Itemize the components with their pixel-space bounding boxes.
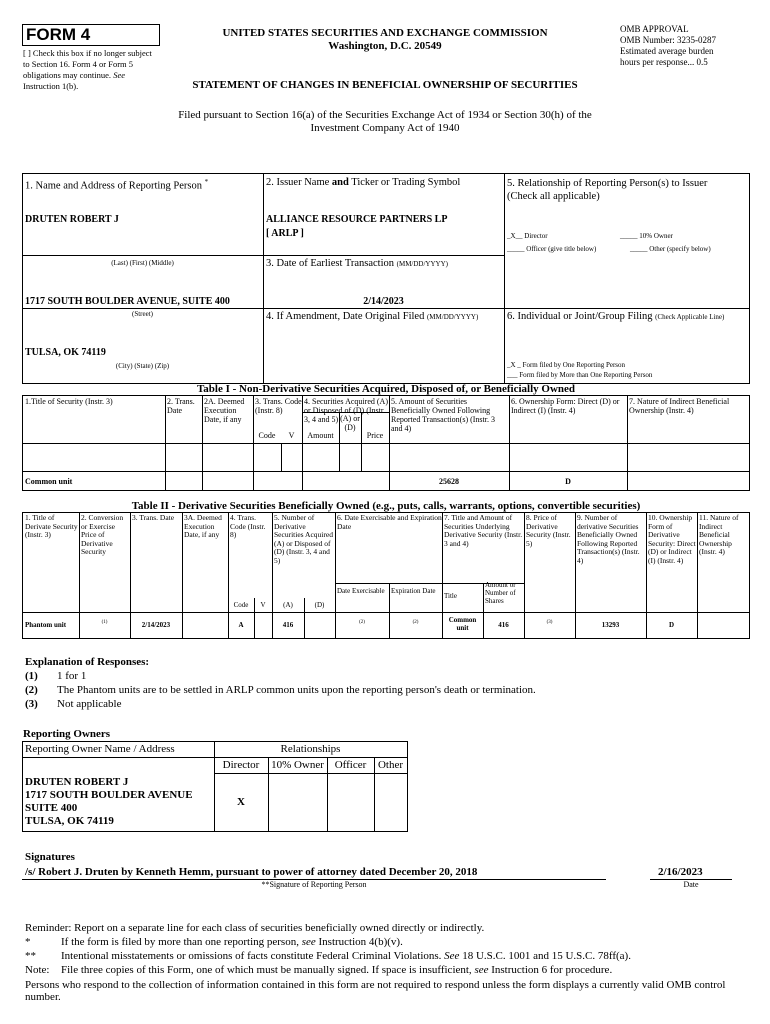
footer-note-text [61,965,612,976]
box1-label-text: 1. Name and Address of Reporting Person [25,180,203,192]
footer-reminder: Reminder: Report on a separate line for each class of securities beneficially owned directly or indirectly. [25,922,485,934]
table1-row-form: D [565,477,571,486]
table1-h4: 4. Securities Acquired (A) or Disposed of (D) (Instr. 3, 4 and 5) [304,397,388,424]
footer-persons: Persons who respond to the collection of information contained in this form are not required to respond unless the form displays a currently valid OMB control number. [25,979,726,1003]
omb-line-3: Estimated average burden [620,46,714,56]
footer-star2-see: See [444,950,460,962]
signature-caption: **Signature of Reporting Person [261,880,367,889]
table2-row-expiration: (2) [412,620,419,625]
table2-h10: 10. Ownership Form of Derivative Security: Direct (D) or Indirect (I) (Instr. 4) [648,513,696,565]
relationship-other: _____ Other (specify below) [630,245,711,253]
table2-row-form: D [668,621,675,629]
table2-h3a: 3A. Deemed Execution Date, if any [184,513,222,539]
owners-col-director: Director [222,759,260,771]
footer-star1-a: If the form is filed by more than one reporting person, [61,936,299,948]
box3-label-text: 3. Date of Earliest Transaction [266,258,395,269]
box6-label-text: 6. Individual or Joint/Group Filing [507,311,653,322]
footer-note-label: Note: [25,964,50,976]
agency-name: UNITED STATES SECURITIES AND EXCHANGE COMMISSION [222,27,548,39]
table2-row-shares: 416 [498,621,509,629]
reporting-person-city: TULSA, OK 74119 [25,347,106,358]
footer-note-see: see [474,964,489,976]
omb-line-4: hours per response... 0.5 [620,57,708,67]
footer-star2-mark: ** [25,950,36,962]
table2-h8: 8. Price of Derivative Security (Instr. 5) [526,513,571,548]
explanation-num-3: (3) [25,698,38,710]
instruction-ref: Instruction 1(b). [23,81,79,91]
table2-h4: 4. Trans. Code (Instr. 8) [230,513,266,539]
reporting-person-street: 1717 SOUTH BOULDER AVENUE, SUITE 400 [25,296,230,307]
table2-h6: 6. Date Exercisable and Expiration Date [337,513,442,531]
omb-line-2: OMB Number: 3235-0287 [620,35,716,45]
issuer-name: ALLIANCE RESOURCE PARTNERS LP [266,214,448,225]
table2-title: Table II - Derivative Securities Beneficially Owned (e.g., puts, calls, warrants, options, convertible securities) [131,500,641,512]
omb-line-1: OMB APPROVAL [620,24,689,34]
explanation-num-2: (2) [25,684,38,696]
table2-sub-amount: Amount or Number of Shares [485,581,516,605]
box5-label-text: 5. Relationship of Reporting Person(s) to Issuer [507,178,708,189]
footer-note-b: Instruction 6 for procedure. [491,964,613,976]
agency-location: Washington, D.C. 20549 [328,40,442,52]
table1-row-amount: 25628 [439,477,459,486]
signature-date: 2/16/2023 [658,866,703,878]
table1-row-title: Common unit [25,477,73,486]
table2-h11: 11. Nature of Indirect Beneficial Ownership (Instr. 4) [699,513,739,556]
footer-note-a: File three copies of this Form, one of which must be manually signed. If space is insufficient, [61,964,472,976]
owner-line-3: SUITE 400 [25,802,78,814]
form-title: FORM 4 [22,24,160,46]
owner-line-4: TULSA, OK 74119 [25,815,114,827]
filing-more-persons: ___ Form filed by More than One Reporting Person [507,371,653,379]
table1-sub-amount: Amount [307,431,334,440]
explanation-num-1: (1) [25,670,38,682]
name-caption: (Last) (First) (Middle) [111,259,174,267]
table2-h3: 3. Trans. Date [132,513,175,522]
owner-director-mark: X [237,796,245,808]
table2-h2: 2. Conversion or Exercise Price of Derivative Security [81,513,124,556]
table1-sub-price: Price [366,431,384,440]
explanation-title: Explanation of Responses: [25,656,150,668]
table1-sub-code: Code [258,431,276,440]
table1-h7: 7. Nature of Indirect Beneficial Ownership (Instr. 4) [629,397,730,415]
owner-line-1: DRUTEN ROBERT J [25,776,129,788]
issuer-ticker: [ ARLP ] [266,228,304,239]
table1-sub-v: V [288,431,295,440]
footer-star2-text [61,951,631,962]
footer-star1-text [61,937,403,948]
table2-h7: 7. Title and Amount of Securities Underlying Derivative Security (Instr. 3 and 4) [444,513,523,548]
owners-title: Reporting Owners [23,728,111,740]
table1-title: Table I - Non-Derivative Securities Acquired, Disposed of, or Beneficially Owned [196,383,576,395]
owners-col-relationships: Relationships [280,743,341,755]
table2-h1: 1. Title of Derivate Security (Instr. 3) [25,513,78,539]
table2-sub-d: (D) [314,601,325,609]
box4-label [266,311,478,322]
box6-sub: (Check Applicable Line) [655,313,725,321]
check-box-text-body: [ ] Check this box if no longer subject to Section 16. Form 4 or Form 5 obligations may continue. [23,48,152,80]
table2-row-underlying: Common unit [448,616,477,632]
table2-h9: 9. Number of derivative Securities Beneficially Owned Following Reported Transaction(s) (Instr. 4) [577,513,640,565]
street-caption: (Street) [132,310,153,318]
filed-pursuant-line-2: Investment Company Act of 1940 [310,122,460,134]
box4-label-text: 4. If Amendment, Date Original Filed [266,311,425,322]
filed-pursuant-line-1: Filed pursuant to Section 16(a) of the Securities Exchange Act of 1934 or Section 30(h) of the [178,109,592,121]
box5-label [507,177,747,203]
table2-sub-v: V [260,601,266,609]
owner-line-2: 1717 SOUTH BOULDER AVENUE [25,789,193,801]
box2-label [266,177,460,188]
owners-col-name: Reporting Owner Name / Address [25,743,175,755]
omb-approval [620,24,760,68]
filing-one-person: _X _ Form filed by One Reporting Person [507,361,626,369]
owners-col-ten-percent: 10% Owner [271,759,324,771]
explanation-text-1: 1 for 1 [57,670,87,682]
see-word: See [113,70,125,80]
footer-star1-b: Instruction 4(b)(v). [318,936,403,948]
box1-asterisk: * [204,178,209,186]
table2-row-date: 2/14/2023 [141,621,171,629]
check-box-text [23,48,153,92]
box2-label-and: and [331,177,349,188]
footer-star1-see: see [301,936,316,948]
table2-row-title: Phantom unit [25,621,67,629]
table2-row-price: (3) [546,620,553,625]
table1-h2a: 2A. Deemed Execution Date, if any [204,397,245,424]
reporting-person-name: DRUTEN ROBERT J [25,214,119,225]
table1-h6: 6. Ownership Form: Direct (D) or Indirect (I) (Instr. 4) [511,397,620,415]
box3-format: (MM/DD/YYYY) [396,260,448,268]
relationship-director: _X__ Director [507,232,548,240]
table2-row-conversion: (1) [101,620,108,625]
table2-sub-title: Title [444,592,457,600]
table2-sub-code: Code [233,601,249,609]
box2-label-b: Ticker or Trading Symbol [351,177,461,188]
relationship-officer: _____ Officer (give title below) [507,245,597,253]
box1-label [25,177,208,192]
statement-title: STATEMENT OF CHANGES IN BENEFICIAL OWNERSHIP OF SECURITIES [192,79,578,91]
table1-sub-a-or-d: (A) or (D) [340,414,360,432]
footer-star2-b: 18 U.S.C. 1001 and 15 U.S.C. 78ff(a). [462,950,631,962]
box3-label [266,258,448,269]
signature-text: /s/ Robert J. Druten by Kenneth Hemm, pursuant to power of attorney dated December 20, 2018 [25,866,478,878]
table2-row-code: A [238,621,244,629]
box4-format: (MM/DD/YYYY) [426,313,479,321]
signature-date-caption: Date [683,880,699,889]
table2-sub-exercisable: Date Exercisable [337,587,385,595]
footer-star1-mark: * [25,936,31,948]
owners-col-other: Other [377,759,404,771]
table1-h2: 2. Trans. Date [167,397,195,415]
signatures-title: Signatures [25,851,75,863]
explanation-text-2: The Phantom units are to be settled in ARLP common units upon the reporting person's death or termination. [57,684,536,696]
table1-h3: 3. Trans. Code (Instr. 8) [255,397,302,415]
table2-h5: 5. Number of Derivative Securities Acquired (A) or Disposed of (D) (Instr. 3, 4 and 5) [274,513,333,565]
table2-sub-expiration: Expiration Date [391,587,436,595]
table1-h5: 5. Amount of Securities Beneficially Owned Following Reported Transaction(s) (Instr. 3 and 4) [391,397,495,433]
earliest-transaction-date: 2/14/2023 [363,296,404,307]
box5-sub: (Check all applicable) [507,191,600,202]
table2-row-owned: 13293 [601,621,620,629]
box2-label-a: 2. Issuer Name [266,177,330,188]
owner-address [25,776,193,828]
table2-row-acquired: 416 [282,621,294,629]
owners-col-officer: Officer [334,759,367,771]
relationship-ten-percent: _____ 10% Owner [620,232,673,240]
table2-sub-a: (A) [283,601,293,609]
footer-star2-a: Intentional misstatements or omissions of facts constitute Federal Criminal Violations. [61,950,442,962]
table2-row-exercisable: (2) [359,620,365,625]
city-caption: (City) (State) (Zip) [115,362,170,370]
explanation-text-3: Not applicable [57,698,122,710]
box6-label [507,311,747,323]
table1-h1: 1.Title of Security (Instr. 3) [25,397,113,406]
